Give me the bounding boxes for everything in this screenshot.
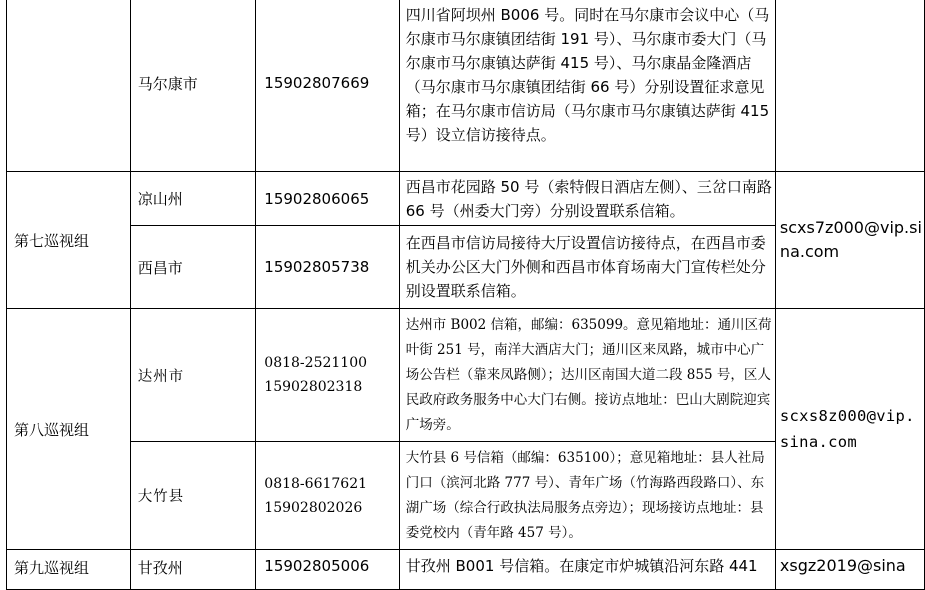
phone-number: 15902802026 <box>264 499 363 516</box>
phone-number: 15902805006 <box>264 557 370 575</box>
phone-cell <box>256 550 399 590</box>
address-cell: 甘孜州 B001 号信箱。在康定市炉城镇沿河东路 441 <box>399 550 775 590</box>
city-cell: 甘孜州 <box>130 550 256 590</box>
email-address: scxs7z000@vip.sina.com <box>779 218 922 261</box>
phone-cell <box>256 442 399 550</box>
address-cell: 在西昌市信访局接待大厅设置信访接待点，在西昌市委机关办公区大门外侧和西昌市体育场南大门宣传栏处分别设置联系信箱。 <box>399 226 775 309</box>
city-cell: 西昌市 <box>130 226 256 309</box>
group-cell: 第八巡视组 <box>7 309 131 550</box>
email-cell <box>775 550 924 590</box>
email-cell <box>775 172 924 309</box>
table-row <box>7 550 925 590</box>
address-cell: 达州市 B002 信箱，邮编：635099。意见箱地址：通川区荷叶街 251 号，南洋大酒店大门；通川区来凤路，城市中心广场公告栏（靠来凤路侧）；达川区南国大道二段 855 号，区人民政府政务服务中心大门右侧。接访点地址：巴山大剧院迎宾广场旁。 <box>399 309 775 442</box>
group-cell: 第九巡视组 <box>7 550 131 590</box>
email-cell <box>775 309 924 550</box>
phone-number: 15902807669 <box>264 74 370 92</box>
group-cell: 第七巡视组 <box>7 172 131 309</box>
phone-number: 0818-6617621 <box>264 475 368 492</box>
table-row <box>7 0 925 172</box>
city-cell: 大竹县 <box>130 442 256 550</box>
phone-number: 0818-2521100 <box>264 355 368 371</box>
city-cell: 马尔康市 <box>130 0 256 172</box>
table-row <box>7 172 925 226</box>
phone-cell <box>256 0 399 172</box>
phone-cell <box>256 226 399 309</box>
city-cell: 凉山州 <box>130 172 256 226</box>
address-cell: 大竹县 6 号信箱（邮编：635100）；意见箱地址：县人社局门口（滨河北路 777 号）、青年广场（竹海路西段路口）、东湖广场（综合行政执法局服务点旁边）；现场接访点地址：县委党校内（青年路 457 号）。 <box>399 442 775 550</box>
inspection-contact-table <box>6 0 925 590</box>
address-cell: 四川省阿坝州 B006 号。同时在马尔康市会议中心（马尔康市马尔康镇团结街 191 号）、马尔康市委大门（马尔康市马尔康镇达萨街 415 号）、马尔康晶金隆酒店（马尔康市马尔康镇团结街 66 号）分别设置征求意见箱；在马尔康市信访局（马尔康市马尔康镇达萨街 415 号）设立信访接待点。 <box>399 0 775 172</box>
address-cell: 西昌市花园路 50 号（索特假日酒店左侧）、三岔口南路 66 号（州委大门旁）分别设置联系信箱。 <box>399 172 775 226</box>
table-row <box>7 309 925 442</box>
group-cell <box>7 0 131 172</box>
phone-number: 15902806065 <box>264 189 370 208</box>
phone-number: 15902802318 <box>264 379 363 395</box>
phone-number: 15902805738 <box>264 258 370 276</box>
email-address: xsgz2019@sina <box>779 556 906 575</box>
email-cell <box>775 0 924 172</box>
phone-cell <box>256 309 399 442</box>
email-address: scxs8z000@vip.sina.com <box>779 407 915 451</box>
city-cell: 达州市 <box>130 309 256 442</box>
phone-cell <box>256 172 399 226</box>
